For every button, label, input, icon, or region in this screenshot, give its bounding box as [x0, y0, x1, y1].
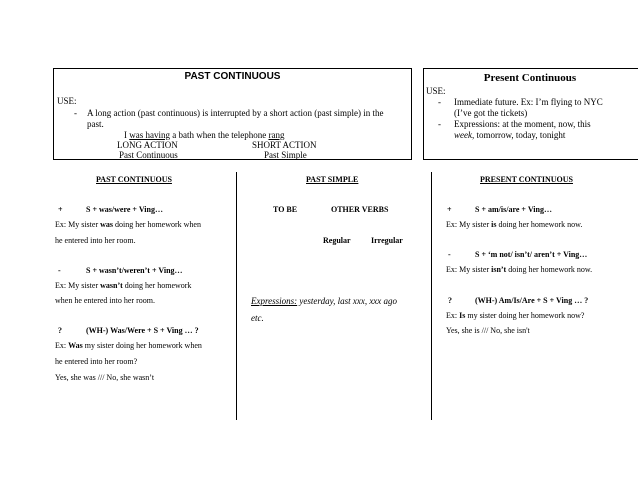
col1-neg-example: [55, 281, 191, 291]
past-box-title: PAST CONTINUOUS: [184, 71, 281, 82]
col3-neg-ex-bold: isn’t: [491, 265, 507, 274]
present-box-use-label: USE:: [426, 86, 446, 96]
past-box-use-line2: past.: [87, 119, 104, 129]
past-continuous-label: Past Continuous: [119, 150, 178, 160]
col1-neg-ex-pre: Ex: My sister: [55, 281, 101, 290]
past-box-use-label: USE:: [57, 96, 77, 106]
col3-aff-example: [446, 220, 582, 230]
col1-q-ex-post: my sister doing her homework when: [82, 341, 202, 350]
expression-rest: , tomorrow, today, tonight: [472, 130, 566, 140]
col3-q-answer: Yes, she is /// No, she isn't: [446, 326, 530, 335]
col1-neg-sign: -: [58, 266, 61, 275]
col3-aff-sign: +: [447, 205, 452, 214]
col1-q-formula: (WH-) Was/Were + S + Ving … ?: [86, 326, 199, 335]
present-box-item1-line2: (I’ve got the tickets): [454, 108, 528, 118]
col3-aff-ex-bold: is: [491, 220, 497, 229]
long-action-label: LONG ACTION: [117, 140, 178, 150]
col1-q-ex-pre: Ex:: [55, 341, 69, 350]
col3-q-sign: ?: [448, 296, 452, 305]
col2-header: PAST SIMPLE: [306, 175, 359, 184]
col1-q-example-line2: he entered into her room?: [55, 357, 138, 366]
col3-q-ex-pre: Ex:: [446, 311, 460, 320]
col1-neg-example-line2: when he entered into her room.: [55, 296, 155, 305]
present-box-bullet2: -: [438, 119, 441, 129]
col1-q-example: [55, 341, 202, 351]
column-divider-1: [236, 172, 237, 420]
past-continuous-box: [53, 68, 412, 160]
col1-neg-ex-bold: wasn’t: [100, 281, 123, 290]
example-text-pre: I: [124, 130, 130, 140]
example-rang: rang: [268, 130, 285, 140]
col2-expr-label: Expressions:: [251, 296, 298, 306]
col1-aff-ex-bold: was: [100, 220, 113, 229]
col1-aff-example-line2: he entered into her room.: [55, 236, 136, 245]
col2-expressions: [251, 296, 397, 307]
present-box-item1-line1: Immediate future. Ex: I’m flying to NYC: [454, 97, 603, 107]
present-box-item2-line2: [454, 130, 565, 141]
col3-header: PRESENT CONTINUOUS: [480, 175, 573, 184]
example-was-having: was having: [129, 130, 170, 140]
col2-expr-text: yesterday, last xxx, xxx ago: [297, 296, 398, 306]
present-box-bullet1: -: [438, 97, 441, 107]
present-continuous-box: [423, 68, 638, 160]
col3-aff-ex-post: doing her homework now.: [496, 220, 583, 229]
col1-neg-ex-post: doing her homework: [122, 281, 192, 290]
col3-q-ex-post: my sister doing her homework now?: [465, 311, 585, 320]
col3-aff-ex-pre: Ex: My sister: [446, 220, 492, 229]
example-text-mid: a bath when the telephone: [170, 130, 269, 140]
col3-neg-sign: -: [448, 250, 451, 259]
col2-irregular: Irregular: [371, 236, 403, 245]
col1-aff-example: [55, 220, 201, 230]
col3-q-formula: (WH-) Am/Is/Are + S + Ving … ?: [475, 296, 589, 305]
present-box-item2-line1: Expressions: at the moment, now, this: [454, 119, 591, 129]
col2-regular: Regular: [323, 236, 351, 245]
col1-q-answer: Yes, she was /// No, she wasn’t: [55, 373, 155, 382]
col1-header: PAST CONTINUOUS: [96, 175, 172, 184]
col2-to-be: TO BE: [273, 205, 298, 214]
col1-q-sign: ?: [58, 326, 62, 335]
col2-expressions-line2: etc.: [251, 313, 264, 323]
col1-q-ex-bold: Was: [68, 341, 83, 350]
short-action-label: SHORT ACTION: [252, 140, 317, 150]
col3-neg-formula: S + ‘m not/ isn’t/ aren’t + Ving…: [475, 250, 588, 259]
column-divider-2: [431, 172, 432, 420]
present-box-title: Present Continuous: [483, 72, 577, 84]
past-box-use-line1: A long action (past continuous) is interrupted by a short action (past simple) in the: [87, 108, 384, 118]
col1-aff-sign: +: [58, 205, 63, 214]
col1-aff-formula: S + was/were + Ving…: [86, 205, 163, 214]
col1-neg-formula: S + wasn’t/weren’t + Ving…: [86, 266, 183, 275]
col2-other-verbs: OTHER VERBS: [331, 205, 389, 214]
past-box-bullet: -: [74, 108, 77, 118]
past-simple-label: Past Simple: [264, 150, 307, 160]
col1-aff-ex-post: doing her homework when: [113, 220, 201, 229]
col3-q-example: [446, 311, 584, 321]
col3-neg-example: [446, 265, 592, 275]
col1-aff-ex-pre: Ex: My sister: [55, 220, 101, 229]
col3-neg-ex-pre: Ex: My sister: [446, 265, 492, 274]
expression-week: week: [454, 130, 472, 140]
col3-neg-ex-post: doing her homework now.: [506, 265, 593, 274]
col3-q-ex-bold: Is: [459, 311, 466, 320]
col3-aff-formula: S + am/is/are + Ving…: [475, 205, 552, 214]
